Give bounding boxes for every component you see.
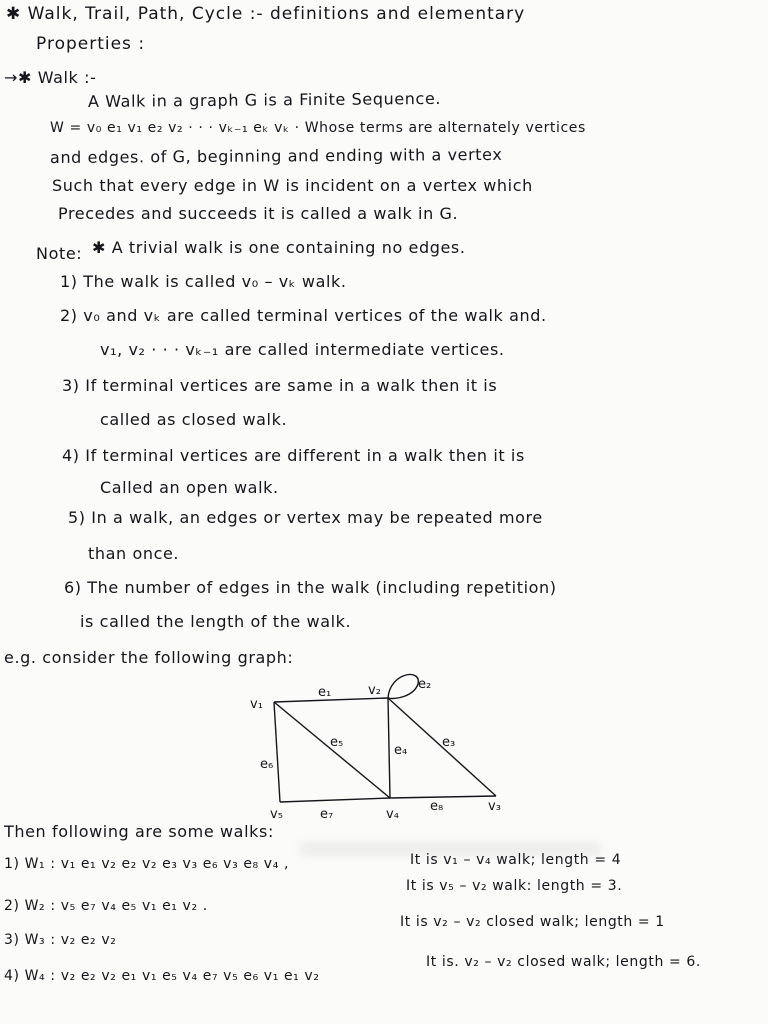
edge-label-e4: e₄ [394,743,408,758]
vertex-label-v3: v₃ [488,799,501,814]
edge-e2-loop [388,675,418,699]
walk-def-line-4: Such that every edge in W is incident on a vertex which [52,176,533,195]
note-item-3: 3) If terminal vertices are same in a walk then it is [62,376,498,395]
example-intro: e.g. consider the following graph: [4,648,294,667]
note-item-5b: than once. [88,544,180,563]
edge-e6 [274,702,280,802]
walk-w4: 4) W₄ : v₂ e₂ v₂ e₁ v₁ e₅ v₄ e₇ v₅ e₆ v₁ e₁ v₂ [4,968,320,984]
walk-label: →✱ Walk :- [4,68,97,87]
walk-w1: 1) W₁ : v₁ e₁ v₂ e₂ v₂ e₃ v₃ e₆ v₃ e₈ v₄ , [4,856,290,872]
note-item-6b: is called the length of the walk. [80,612,352,631]
edge-e4 [388,698,390,798]
edge-label-e8: e₈ [430,799,444,814]
walk-def-line-1: A Walk in a graph G is a Finite Sequence. [87,88,442,111]
note-item-6: 6) The number of edges in the walk (including repetition) [64,578,557,597]
edge-label-e6: e₆ [260,757,274,772]
vertex-label-v5: v₅ [270,807,283,818]
heading-line-1: ✱ Walk, Trail, Path, Cycle :- definitions and elementary [6,4,526,24]
note-item-2b: v₁, v₂ · · · vₖ₋₁ are called intermediate vertices. [100,340,505,359]
walk-w1-desc: It is v₁ – v₄ walk; length = 4 [410,852,622,868]
walk-w2-desc: It is v₅ – v₂ walk: length = 3. [406,878,623,894]
edge-label-e3: e₃ [442,735,456,750]
walk-w3-desc: It is v₂ – v₂ closed walk; length = 1 [400,914,665,930]
edge-label-e5: e₅ [330,735,344,750]
edge-e7 [280,798,390,802]
walk-w2: 2) W₂ : v₅ e₇ v₄ e₅ v₁ e₁ v₂ . [4,898,208,914]
edge-label-e1: e₁ [318,685,332,700]
heading-line-2: Properties : [36,34,146,54]
walk-w3: 3) W₃ : v₂ e₂ v₂ [4,932,117,948]
edge-label-e2: e₂ [418,677,432,692]
walk-def-line-3: and edges. of G, beginning and ending with a vertex [49,144,503,167]
edge-e5 [274,702,390,798]
edge-label-e7: e₇ [320,807,334,818]
note-item-5: 5) In a walk, an edges or vertex may be repeated more [68,508,543,527]
walk-def-line-5: Precedes and succeeds it is called a walk in G. [58,204,459,223]
note-item-4b: Called an open walk. [100,478,279,497]
walk-def-line-2: W = v₀ e₁ v₁ e₂ v₂ · · · vₖ₋₁ eₖ vₖ · Whose terms are alternately vertices [50,120,586,136]
note-item-1: 1) The walk is called v₀ – vₖ walk. [60,272,347,291]
vertex-label-v4: v₄ [386,807,399,818]
graph-figure [240,668,530,818]
note-item-4: 4) If terminal vertices are different in a walk then it is [62,446,525,465]
note-item-2: 2) v₀ and vₖ are called terminal vertices of the walk and. [60,306,547,325]
vertex-label-v2: v₂ [368,683,381,698]
edge-e8 [390,796,496,798]
vertex-label-v1: v₁ [250,697,263,712]
walks-intro: Then following are some walks: [4,822,274,841]
walk-w4-desc: It is. v₂ – v₂ closed walk; length = 6. [426,954,701,970]
note-label: Note: [36,244,83,263]
note-item-3b: called as closed walk. [100,410,288,429]
note-trivial: ✱ A trivial walk is one containing no edges. [92,238,466,257]
